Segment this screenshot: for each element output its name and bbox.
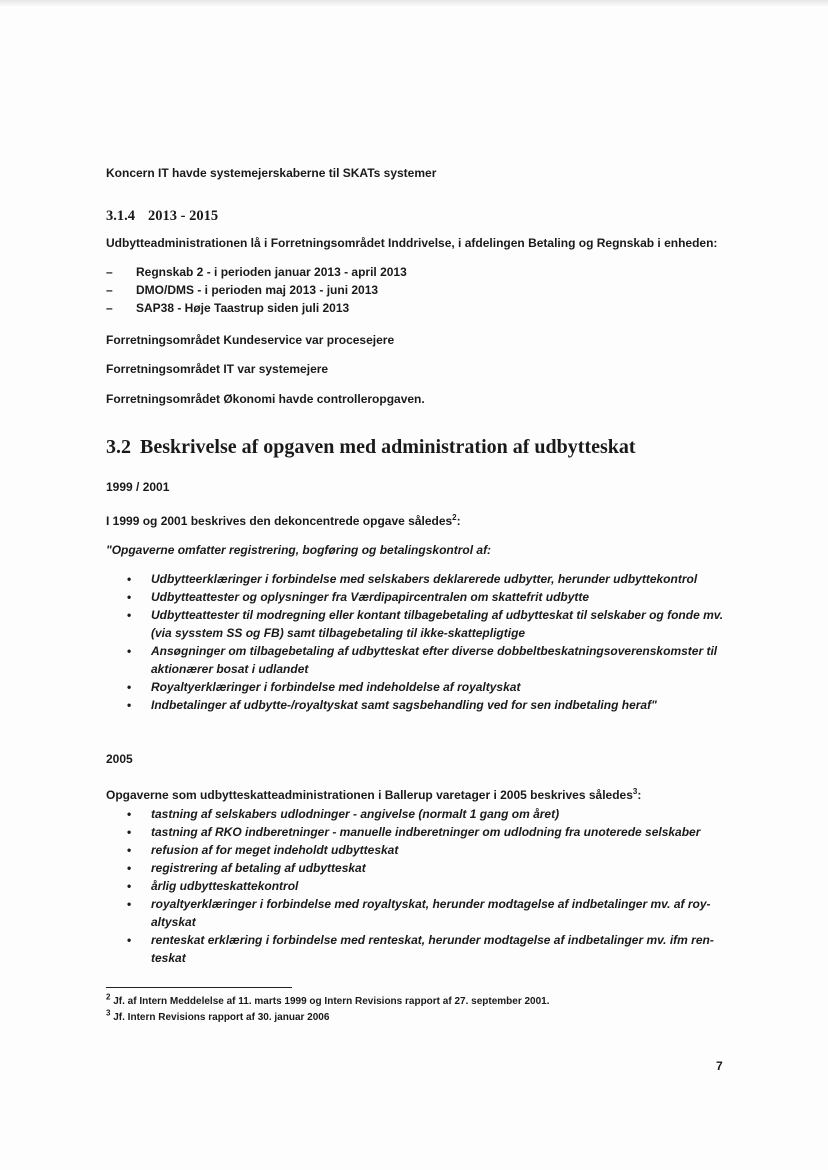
period-2005-lead: [106, 788, 641, 803]
footnote-separator: [106, 987, 292, 988]
period-1999-heading: 1999 / 2001: [106, 480, 170, 494]
role-line: Forretningsområdet IT var systemejere: [106, 362, 329, 376]
list-item: • Indbetalinger af udbytte-/royaltyskat samt sagsbehandling ved for sen indbetaling heraf": [127, 696, 727, 714]
list-item: • royaltyerklæringer i forbindelse med royaltyskat, herunder modtagelse af indbetalinger mv. af roy-altyskat: [127, 895, 727, 931]
list-item: • Royaltyerklæringer i forbindelse med indeholdelse af royaltyskat: [127, 678, 727, 696]
footnote-text: Jf. af Intern Meddelelse af 11. marts 1999 og Intern Revisions rapport af 27. september 2001.: [110, 996, 550, 1007]
list-item: • tastning af selskabers udlodninger - angivelse (normalt 1 gang om året): [127, 805, 727, 823]
section-314-number: 3.1.4: [106, 208, 135, 224]
footnote-mark: 2: [106, 992, 111, 1002]
scan-top-edge: [0, 0, 828, 6]
period-1999-quote: "Opgaverne omfatter registrering, bogføring og betalingskontrol af:: [106, 543, 492, 557]
footnote-ref: 3: [632, 787, 638, 796]
role-line: Forretningsområdet Økonomi havde controlleropgaven.: [106, 392, 425, 406]
period-2005-lead-end: :: [637, 788, 642, 802]
period-2005-heading: 2005: [106, 752, 133, 766]
list-item: • tastning af RKO indberetninger - manuelle indberetninger om udlodning fra unoterede selskaber: [127, 823, 727, 841]
list-item: • renteskat erklæring i forbindelse med renteskat, herunder modtagelse af indbetalinger mv. ifm ren-teskat: [127, 931, 727, 967]
role-line: Forretningsområdet Kundeservice var procesejere: [106, 333, 395, 347]
list-item: – Regnskab 2 - i perioden januar 2013 - april 2013: [106, 265, 407, 283]
period-2005-list: [127, 805, 727, 967]
list-item: • Ansøgninger om tilbagebetaling af udbytteskat efter diverse dobbeltbeskatningsoverenskomster til aktionærer bosat i udlandet: [127, 642, 727, 678]
period-1999-list: [127, 570, 727, 714]
section-32-title: Beskrivelse af opgaven med administration af udbytteskat: [140, 436, 636, 458]
list-item: • Udbytteattester og oplysninger fra Værdipapircentralen om skattefrit udbytte: [127, 588, 727, 606]
section-32-number: 3.2: [106, 436, 131, 458]
section-314-lead: Udbytteadministrationen lå i Forretningsområdet Inddrivelse, i afdelingen Betaling og Regnskab i enheden:: [106, 236, 718, 250]
footnote-ref: 2: [452, 513, 457, 522]
list-item: – DMO/DMS - i perioden maj 2013 - juni 2013: [106, 283, 407, 301]
footnote-text: Jf. Intern Revisions rapport af 30. januar 2006: [110, 1012, 330, 1023]
list-item: – SAP38 - Høje Taastrup siden juli 2013: [106, 301, 407, 319]
list-item: • årlig udbytteskattekontrol: [127, 877, 727, 895]
period-1999-lead-text: I 1999 og 2001 beskrives den dekoncentrede opgave således: [106, 514, 453, 528]
list-item: • registrering af betaling af udbytteskat: [127, 859, 727, 877]
period-2005-lead-text: Opgaverne som udbytteskatteadministrationen i Ballerup varetager i 2005 beskrives således: [106, 788, 633, 802]
list-item: • refusion af for meget indeholdt udbytteskat: [127, 841, 727, 859]
period-1999-lead: [106, 514, 461, 529]
intro-line: Koncern IT havde systemejerskaberne til SKATs systemer: [106, 166, 437, 180]
section-314-list: [106, 265, 407, 319]
footnote: [106, 992, 550, 1008]
period-1999-lead-end: :: [456, 514, 461, 528]
footnote: [106, 1008, 330, 1024]
section-314-heading: [106, 208, 218, 225]
page-number: 7: [716, 1059, 723, 1073]
section-314-title: 2013 - 2015: [148, 208, 219, 224]
section-32-heading: [106, 436, 636, 459]
list-item: • Udbytteattester til modregning eller kontant tilbagebetaling af udbytteskat til selskaber og fonde mv. (via sysstem SS og FB) samt tilbagebetaling til ikke-skattepligtige: [127, 606, 727, 642]
footnote-mark: 3: [106, 1008, 111, 1018]
list-item: • Udbytteerklæringer i forbindelse med selskabers deklarerede udbytter, herunder udbyttekontrol: [127, 570, 727, 588]
